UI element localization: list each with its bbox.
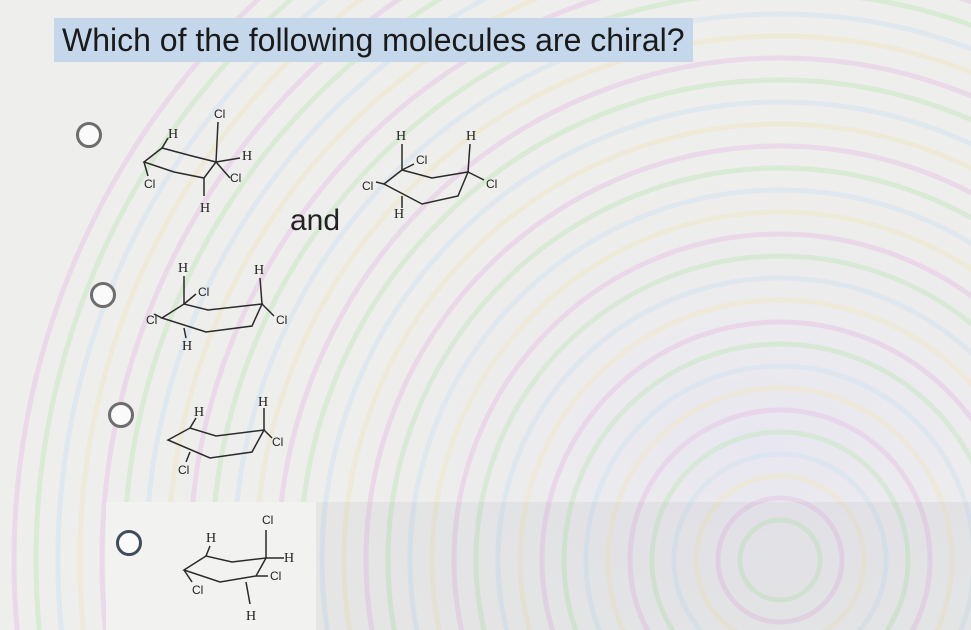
- svg-text:H: H: [254, 263, 265, 278]
- option-2-radio[interactable]: [90, 282, 116, 308]
- svg-text:H: H: [394, 207, 405, 222]
- svg-text:Cl: Cl: [270, 569, 282, 583]
- svg-text:H: H: [182, 339, 193, 354]
- option-4-radio[interactable]: [116, 530, 142, 556]
- option-3-radio[interactable]: [108, 402, 134, 428]
- svg-text:Cl: Cl: [192, 583, 204, 597]
- svg-text:Cl: Cl: [486, 177, 498, 191]
- svg-text:H: H: [258, 395, 269, 410]
- svg-text:Cl: Cl: [146, 313, 158, 327]
- svg-text:H: H: [246, 609, 257, 624]
- option-1-radio[interactable]: [76, 122, 102, 148]
- svg-text:Cl: Cl: [178, 463, 190, 477]
- svg-text:H: H: [206, 531, 217, 546]
- svg-text:Cl: Cl: [262, 513, 274, 527]
- option-4-molecule: [170, 508, 320, 626]
- svg-text:Cl: Cl: [276, 313, 288, 327]
- svg-text:H: H: [200, 201, 211, 216]
- svg-text:Cl: Cl: [144, 177, 156, 191]
- option-1-molecule-b: [362, 126, 512, 236]
- option-1-molecule-a: [132, 100, 282, 230]
- svg-text:Cl: Cl: [272, 435, 284, 449]
- option-1-joiner: and: [290, 204, 341, 237]
- svg-text:H: H: [284, 551, 295, 566]
- svg-text:H: H: [194, 405, 205, 420]
- svg-text:H: H: [396, 129, 407, 144]
- svg-text:Cl: Cl: [230, 171, 242, 185]
- svg-text:H: H: [178, 261, 189, 276]
- svg-text:Cl: Cl: [214, 107, 226, 121]
- option-3-molecule: [160, 392, 310, 482]
- svg-text:H: H: [242, 149, 253, 164]
- question-title: Which of the following molecules are chiral?: [54, 18, 693, 62]
- svg-text:H: H: [466, 129, 477, 144]
- option-4-band: [316, 502, 971, 630]
- svg-text:Cl: Cl: [416, 153, 428, 167]
- svg-text:H: H: [168, 127, 179, 142]
- option-2-molecule: [146, 258, 306, 358]
- svg-text:Cl: Cl: [362, 179, 374, 193]
- svg-text:Cl: Cl: [198, 285, 210, 299]
